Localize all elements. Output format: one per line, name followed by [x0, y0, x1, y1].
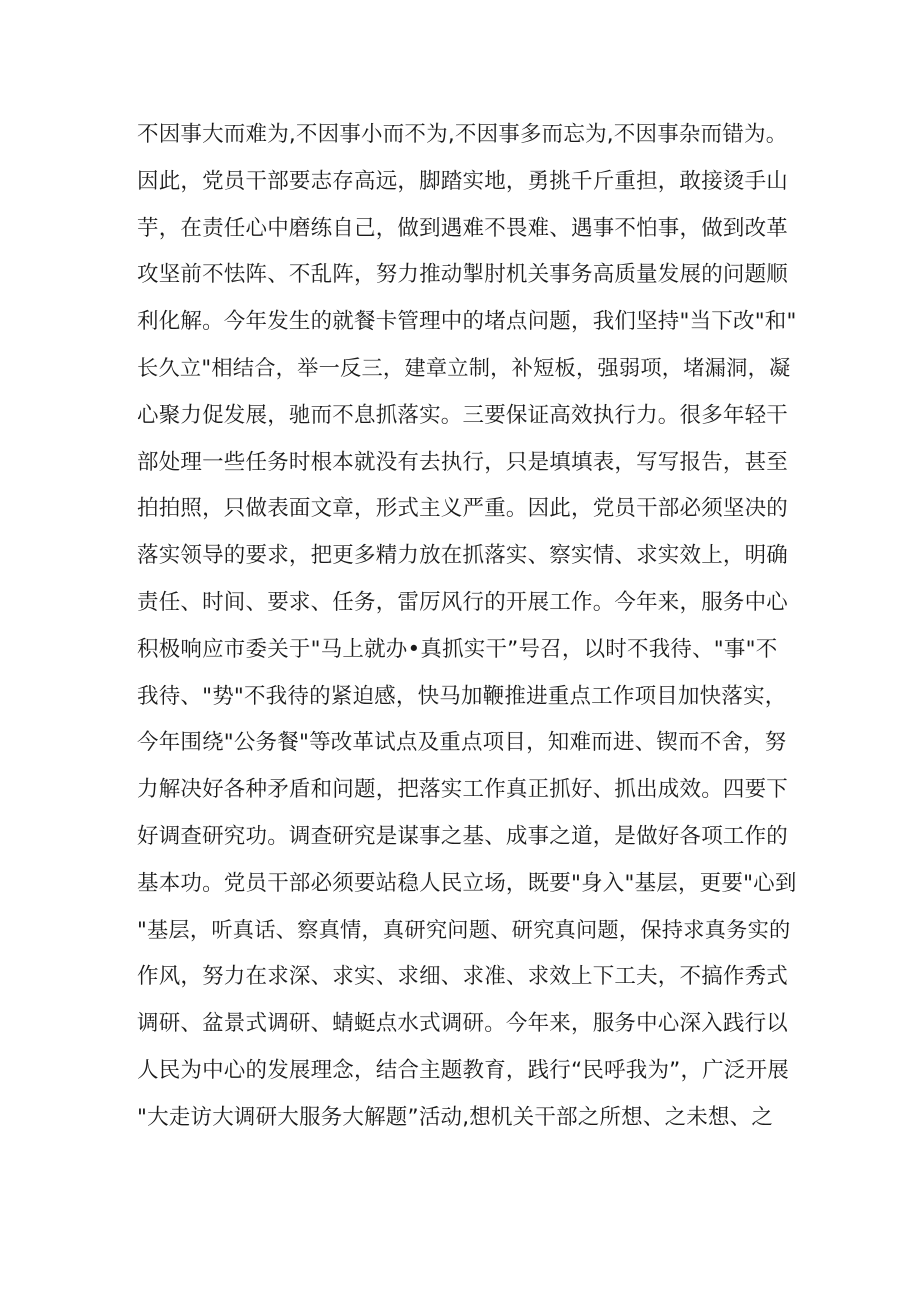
text-line: 人民为中心的发展理念，结合主题教育，践行“民呼我为”，广泛开展: [137, 1057, 789, 1083]
text-line: 不因事大而难为,不因事小而不为,不因事多而忘为,不因事杂而错为。: [137, 122, 788, 147]
text-line: 拍拍照，只做表面文章，形式主义严重。因此，党员干部必须坚决的: [137, 496, 789, 522]
text-line: 调研、盆景式调研、蜻蜓点水式调研。今年来，服务中心深入践行以: [137, 1011, 789, 1037]
text-line: 利化解。今年发生的就餐卡管理中的堵点问题，我们坚持"当下改"和": [137, 309, 797, 335]
text-line: 长久立"相结合，举一反三，建章立制，补短板，强弱项，堵漏洞，凝: [137, 355, 791, 381]
text-line: 芋，在责任心中磨练自己，做到遇难不畏难、遇事不怕事，做到改革: [137, 215, 789, 241]
text-line: 积极响应市委关于"马上就办•真抓实干”号召，以时不我待、"事"不: [137, 636, 778, 662]
text-line: 攻坚前不怯阵、不乱阵，努力推动掣肘机关事务高质量发展的问题顺: [137, 262, 789, 288]
body-paragraph: [137, 112, 797, 1142]
text-line: 责任、时间、要求、任务，雷厉风行的开展工作。今年来，服务中心: [137, 589, 789, 615]
text-line: 落实领导的要求，把更多精力放在抓落实、察实情、求实效上，明确: [137, 543, 789, 569]
text-line: 因此，党员干部要志存高远，脚踏实地，勇挑千斤重担，敢接烫手山: [137, 168, 789, 194]
text-line: "大走访大调研大服务大解题”活动,想机关干部之所想、之未想、之: [137, 1104, 774, 1130]
text-line: 基本功。党员干部必须要站稳人民立场，既要"身入"基层，更要"心到: [137, 870, 797, 896]
text-line: "基层，听真话、察真情，真研究问题、研究真问题，保持求真务实的: [137, 917, 791, 943]
text-line: 力解决好各种矛盾和问题，把落实工作真正抓好、抓出成效。四要下: [137, 777, 789, 803]
text-line: 部处理一些任务时根本就没有去执行，只是填填表，写写报告，甚至: [137, 449, 789, 475]
text-line: 我待、"势"不我待的紧迫感，快马加鞭推进重点工作项目加快落实，: [137, 683, 787, 709]
text-line: 今年围绕"公务餐"等改革试点及重点项目，知难而进、锲而不舍，努: [137, 730, 787, 756]
text-line: 作风，努力在求深、求实、求细、求准、求效上下工夫，不搞作秀式: [137, 964, 789, 990]
text-line: 好调查研究功。调查研究是谋事之基、成事之道，是做好各项工作的: [137, 823, 789, 849]
text-line: 心聚力促发展，驰而不息抓落实。三要保证高效执行力。很多年轻干: [137, 402, 789, 428]
